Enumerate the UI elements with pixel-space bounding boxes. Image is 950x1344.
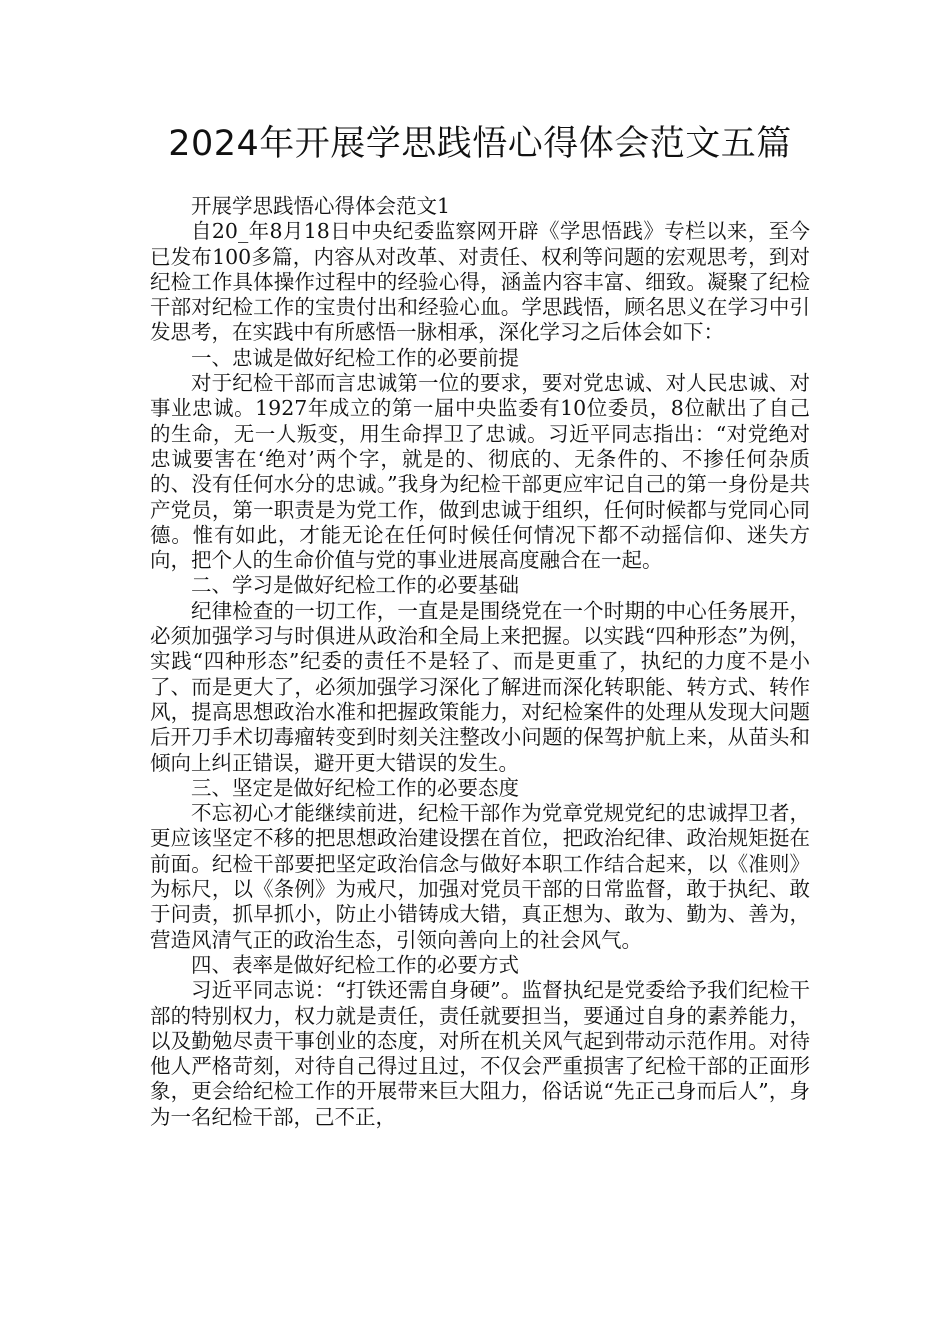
section-heading: 一、忠诚是做好纪检工作的必要前提 [191, 345, 519, 370]
section-heading: 四、表率是做好纪检工作的必要方式 [191, 952, 519, 977]
essay-heading: 开展学思践悟心得体会范文1 [191, 194, 451, 218]
body-paragraph: 自20_年8月18日中央纪委监察网开辟《学思悟践》专栏以来，至今已发布100多篇，内容从对改革、对责任、权利等问题的宏观思考，到对纪检工作具体操作过程中的经验心得，涵盖内容丰富、细致。凝聚了纪检干部对纪检工作的宝贵付出和经验心血。学思践悟，顾名思义在学习中引发思考，在实践中有所感悟一脉相承，深化学习之后体会如下： [150, 219, 810, 345]
section-heading: 三、坚定是做好纪检工作的必要态度 [191, 775, 519, 800]
document-title: 2024年开展学思践悟心得体会范文五篇 [168, 124, 792, 164]
section-heading: 二、学习是做好纪检工作的必要基础 [191, 573, 519, 598]
body-paragraph: 对于纪检干部而言忠诚第一位的要求，要对党忠诚、对人民忠诚、对事业忠诚。1927年成立的第一届中央监委有10位委员，8位献出了自己的生命，无一人叛变，用生命捍卫了忠诚。习近平同志指出：“对党绝对忠诚要害在‘绝对’两个字，就是的、彻底的、无条件的、不掺任何杂质的、没有任何水分的忠诚。”我身为纪检干部更应牢记自己的第一身份是共产党员，第一职责是为党工作，做到忠诚于组织，任何时候都与党同心同德。惟有如此，才能无论在任何时候任何情况下都不动摇信仰、迷失方向，把个人的生命价值与党的事业进展高度融合在一起。 [150, 371, 810, 573]
document-body [150, 194, 810, 1130]
body-paragraph: 纪律检查的一切工作，一直是是围绕党在一个时期的中心任务展开，必须加强学习与时俱进从政治和全局上来把握。以实践“四种形态”为例，实践“四种形态”纪委的责任不是轻了、而是更重了，执纪的力度不是小了、而是更大了，必须加强学习深化了解进而深化转职能、转方式、转作风，提高思想政治水准和把握政策能力，对纪检案件的处理从发现大问题后开刀手术切毒瘤转变到时刻关注整改小问题的保驾护航上来，从苗头和倾向上纠正错误，避开更大错误的发生。 [150, 598, 810, 775]
body-paragraph: 不忘初心才能继续前进，纪检干部作为党章党规党纪的忠诚捍卫者，更应该坚定不移的把思想政治建设摆在首位，把政治纪律、政治规矩挺在前面。纪检干部要把坚定政治信念与做好本职工作结合起来，以《准则》为标尺，以《条例》为戒尺，加强对党员干部的日常监督，敢于执纪、敢于问责，抓早抓小，防止小错铸成大错，真正想为、敢为、勤为、善为，营造风清气正的政治生态，引领向善向上的社会风气。 [150, 801, 810, 952]
document-page [150, 120, 810, 1130]
body-paragraph: 习近平同志说：“打铁还需自身硬”。监督执纪是党委给予我们纪检干部的特别权力，权力就是责任，责任就要担当，要通过自身的素养能力，以及勤勉尽责干事创业的态度，对所在机关风气起到带动示范作用。对待他人严格苛刻，对待自己得过且过，不仅会严重损害了纪检干部的正面形象，更会给纪检工作的开展带来巨大阻力，俗话说“先正己身而后人”，身为一名纪检干部，己不正， [150, 978, 810, 1129]
